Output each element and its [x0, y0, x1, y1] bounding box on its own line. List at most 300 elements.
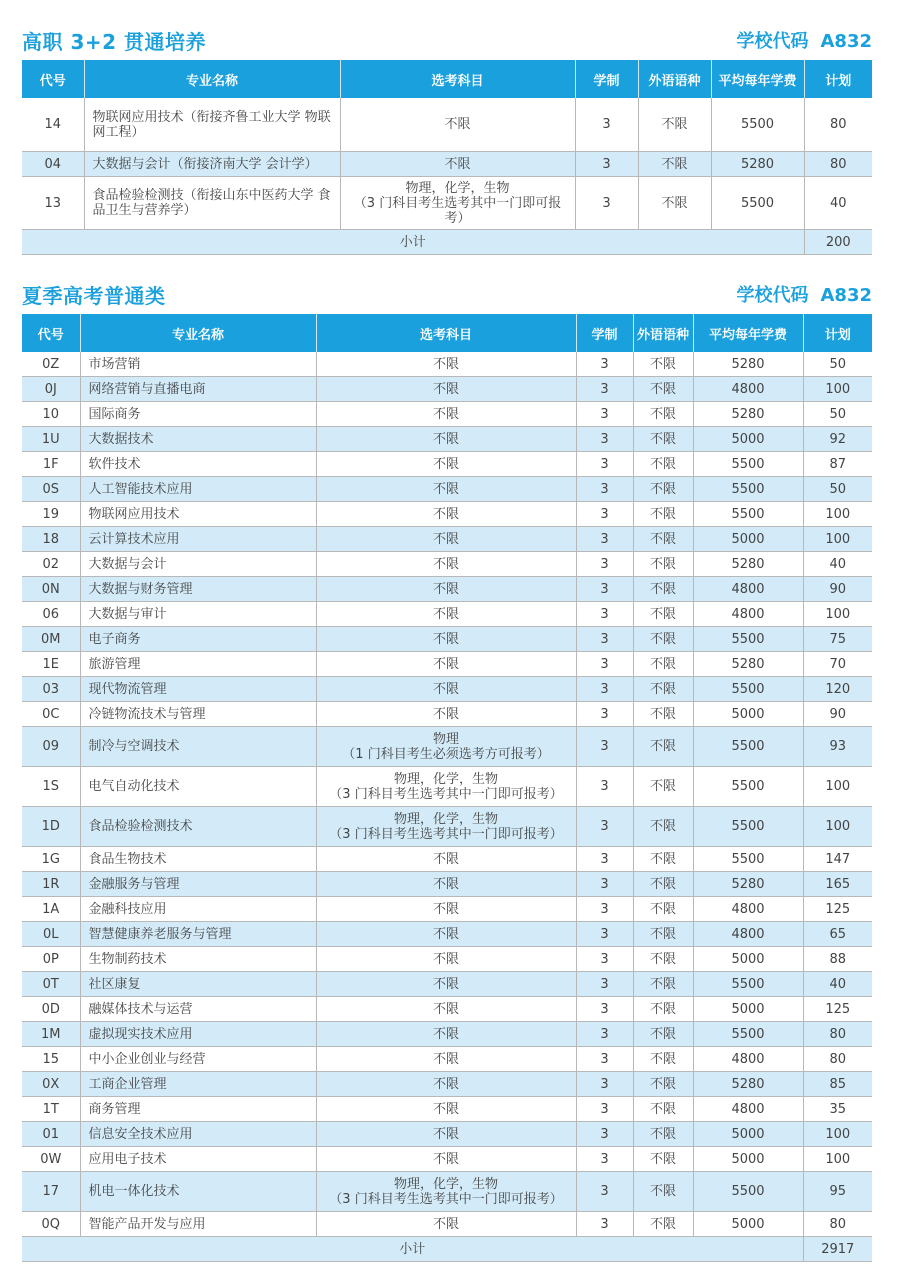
cell-plan: 80 — [803, 1212, 872, 1237]
cell-years: 3 — [576, 1212, 633, 1237]
cell-years: 3 — [576, 577, 633, 602]
cell-language: 不限 — [633, 847, 693, 872]
cell-plan: 88 — [803, 947, 872, 972]
table-row — [22, 807, 872, 847]
subtotal-row — [22, 230, 872, 255]
table-row — [22, 577, 872, 602]
table-header-row — [22, 314, 872, 352]
cell-subjects — [340, 98, 575, 152]
cell-years: 3 — [576, 527, 633, 552]
cell-code: 0M — [22, 627, 80, 652]
cell-years: 3 — [576, 767, 633, 807]
school-code-label: 学校代码 — [736, 31, 809, 52]
cell-years: 3 — [576, 1122, 633, 1147]
cell-subjects — [316, 847, 576, 872]
subjects-text: 不限 — [432, 926, 459, 942]
table-row — [22, 1022, 872, 1047]
cell-years: 3 — [575, 98, 638, 152]
cell-code: 13 — [22, 177, 84, 230]
cell-code: 1U — [22, 427, 80, 452]
school-code-label: 学校代码 — [736, 285, 809, 306]
subjects-text: 不限 — [432, 1026, 459, 1042]
cell-language: 不限 — [633, 1147, 693, 1172]
cell-plan: 70 — [803, 652, 872, 677]
cell-fee: 5500 — [693, 807, 803, 847]
table-row — [22, 702, 872, 727]
subjects-text: 不限 — [432, 481, 459, 497]
cell-subjects — [316, 377, 576, 402]
section-title: 夏季高考普通类 — [22, 283, 166, 308]
table-row — [22, 727, 872, 767]
cell-plan: 90 — [803, 577, 872, 602]
cell-language: 不限 — [633, 1172, 693, 1212]
cell-major-name: 大数据与会计 — [80, 552, 316, 577]
cell-major-name: 旅游管理 — [80, 652, 316, 677]
cell-language: 不限 — [633, 677, 693, 702]
cell-subjects — [316, 1022, 576, 1047]
subjects-text: 物理，化学，生物 — [393, 811, 498, 827]
cell-years: 3 — [576, 847, 633, 872]
school-code — [736, 27, 872, 53]
cell-plan: 50 — [803, 477, 872, 502]
subtotal-label: 小计 — [22, 230, 804, 255]
cell-major-name: 金融科技应用 — [80, 897, 316, 922]
cell-language: 不限 — [633, 627, 693, 652]
cell-language: 不限 — [633, 897, 693, 922]
subjects-text: 不限 — [432, 851, 459, 867]
cell-fee: 5500 — [693, 972, 803, 997]
cell-subjects — [316, 872, 576, 897]
cell-major-name: 智能产品开发与应用 — [80, 1212, 316, 1237]
cell-subjects — [316, 477, 576, 502]
cell-language: 不限 — [633, 1212, 693, 1237]
cell-subjects — [340, 177, 575, 230]
header-major: 专业名称 — [84, 60, 340, 98]
cell-code: 1S — [22, 767, 80, 807]
table-row — [22, 872, 872, 897]
cell-years: 3 — [576, 602, 633, 627]
cell-major-name: 网络营销与直播电商 — [80, 377, 316, 402]
cell-major-name: 商务管理 — [80, 1097, 316, 1122]
cell-fee: 5500 — [693, 847, 803, 872]
cell-years: 3 — [576, 627, 633, 652]
table-header-row — [22, 60, 872, 98]
table-row — [22, 552, 872, 577]
table-row — [22, 1072, 872, 1097]
subjects-text: 不限 — [432, 356, 459, 372]
cell-code: 0L — [22, 922, 80, 947]
subjects-note: （3 门科目考生选考其中一门即可报考） — [353, 195, 562, 226]
cell-major-name: 软件技术 — [80, 452, 316, 477]
cell-subjects — [316, 402, 576, 427]
cell-major-name: 大数据与审计 — [80, 602, 316, 627]
cell-subjects — [316, 502, 576, 527]
cell-subjects — [316, 767, 576, 807]
cell-years: 3 — [576, 402, 633, 427]
cell-years: 3 — [576, 1147, 633, 1172]
subjects-text: 物理，化学，生物 — [393, 1176, 498, 1192]
cell-major-name: 现代物流管理 — [80, 677, 316, 702]
cell-plan: 95 — [803, 1172, 872, 1212]
cell-major-name: 电气自动化技术 — [80, 767, 316, 807]
cell-code: 09 — [22, 727, 80, 767]
cell-subjects — [316, 452, 576, 477]
cell-years: 3 — [576, 677, 633, 702]
cell-subjects — [316, 352, 576, 377]
subjects-text: 不限 — [432, 706, 459, 722]
cell-fee: 5280 — [711, 152, 804, 177]
cell-plan: 50 — [803, 402, 872, 427]
subjects-text: 不限 — [432, 406, 459, 422]
subjects-text: 不限 — [432, 976, 459, 992]
cell-major-name: 机电一体化技术 — [80, 1172, 316, 1212]
section-title: 高职 3+2 贯通培养 — [22, 29, 207, 54]
cell-years: 3 — [575, 152, 638, 177]
cell-code: 14 — [22, 98, 84, 152]
cell-major-name: 冷链物流技术与管理 — [80, 702, 316, 727]
table-row — [22, 602, 872, 627]
subjects-text: 不限 — [432, 876, 459, 892]
cell-major-name: 虚拟现实技术应用 — [80, 1022, 316, 1047]
subjects-text: 不限 — [432, 681, 459, 697]
cell-code: 1G — [22, 847, 80, 872]
section-summer-exam — [22, 278, 872, 1262]
subjects-text: 不限 — [444, 156, 471, 172]
cell-fee: 5500 — [693, 1022, 803, 1047]
subjects-text: 物理，化学，生物 — [393, 771, 498, 787]
cell-major-name: 大数据技术 — [80, 427, 316, 452]
cell-subjects — [316, 1147, 576, 1172]
header-years: 学制 — [576, 314, 633, 352]
subjects-text: 不限 — [432, 1051, 459, 1067]
cell-plan: 40 — [804, 177, 872, 230]
cell-plan: 100 — [803, 807, 872, 847]
cell-years: 3 — [576, 922, 633, 947]
cell-code: 0Z — [22, 352, 80, 377]
cell-years: 3 — [576, 452, 633, 477]
cell-fee: 5280 — [693, 872, 803, 897]
cell-code: 1A — [22, 897, 80, 922]
cell-code: 18 — [22, 527, 80, 552]
subtotal-label: 小计 — [22, 1237, 803, 1262]
cell-subjects — [316, 627, 576, 652]
subjects-note: （3 门科目考生选考其中一门即可报考） — [329, 786, 563, 802]
cell-years: 3 — [576, 652, 633, 677]
cell-major-name: 大数据与会计（衔接济南大学 会计学） — [84, 152, 340, 177]
cell-plan: 93 — [803, 727, 872, 767]
cell-major-name: 物联网应用技术（衔接齐鲁工业大学 物联网工程） — [84, 98, 340, 152]
cell-fee: 4800 — [693, 602, 803, 627]
section-3plus2 — [22, 24, 872, 255]
cell-major-name: 生物制药技术 — [80, 947, 316, 972]
cell-subjects — [316, 602, 576, 627]
header-years: 学制 — [575, 60, 638, 98]
cell-plan: 100 — [803, 377, 872, 402]
cell-subjects — [316, 1212, 576, 1237]
header-language: 外语语种 — [633, 314, 693, 352]
cell-language: 不限 — [633, 502, 693, 527]
header-major: 专业名称 — [80, 314, 316, 352]
cell-major-name: 食品检验检测技（衔接山东中医药大学 食品卫生与营养学） — [84, 177, 340, 230]
cell-major-name: 市场营销 — [80, 352, 316, 377]
cell-subjects — [316, 947, 576, 972]
cell-plan: 35 — [803, 1097, 872, 1122]
subjects-text: 不限 — [432, 531, 459, 547]
cell-years: 3 — [576, 702, 633, 727]
subjects-note: （3 门科目考生选考其中一门即可报考） — [329, 1191, 563, 1207]
school-code — [736, 281, 872, 307]
cell-subjects — [316, 1172, 576, 1212]
cell-language: 不限 — [638, 98, 711, 152]
cell-years: 3 — [576, 477, 633, 502]
cell-fee: 5280 — [693, 402, 803, 427]
cell-plan: 92 — [803, 427, 872, 452]
cell-plan: 85 — [803, 1072, 872, 1097]
cell-years: 3 — [576, 1022, 633, 1047]
cell-major-name: 食品检验检测技术 — [80, 807, 316, 847]
subjects-text: 不限 — [432, 1076, 459, 1092]
cell-major-name: 食品生物技术 — [80, 847, 316, 872]
subjects-text: 不限 — [432, 606, 459, 622]
table-row — [22, 972, 872, 997]
cell-fee: 5500 — [693, 477, 803, 502]
table-row — [22, 897, 872, 922]
cell-code: 0T — [22, 972, 80, 997]
cell-subjects — [316, 427, 576, 452]
cell-fee: 5500 — [693, 767, 803, 807]
header-subjects: 选考科目 — [340, 60, 575, 98]
cell-years: 3 — [576, 502, 633, 527]
cell-language: 不限 — [633, 602, 693, 627]
subjects-text: 不限 — [432, 506, 459, 522]
subjects-text: 不限 — [432, 1216, 459, 1232]
cell-major-name: 电子商务 — [80, 627, 316, 652]
cell-code: 01 — [22, 1122, 80, 1147]
cell-plan: 100 — [803, 1147, 872, 1172]
cell-plan: 125 — [803, 997, 872, 1022]
table-row — [22, 1172, 872, 1212]
subjects-text: 不限 — [432, 581, 459, 597]
cell-subjects — [316, 702, 576, 727]
cell-fee: 5000 — [693, 1122, 803, 1147]
cell-plan: 125 — [803, 897, 872, 922]
cell-language: 不限 — [633, 767, 693, 807]
cell-code: 17 — [22, 1172, 80, 1212]
cell-code: 1E — [22, 652, 80, 677]
cell-plan: 80 — [803, 1047, 872, 1072]
table-row — [22, 1097, 872, 1122]
table-row — [22, 1122, 872, 1147]
majors-table-3plus2 — [22, 60, 872, 255]
header-subjects: 选考科目 — [316, 314, 576, 352]
cell-years: 3 — [576, 427, 633, 452]
subtotal-row — [22, 1237, 872, 1262]
cell-major-name: 中小企业创业与经营 — [80, 1047, 316, 1072]
subtotal-value: 2917 — [803, 1237, 872, 1262]
cell-fee: 5280 — [693, 552, 803, 577]
subjects-text: 不限 — [432, 951, 459, 967]
subtotal-value: 200 — [804, 230, 872, 255]
cell-subjects — [340, 152, 575, 177]
cell-major-name: 工商企业管理 — [80, 1072, 316, 1097]
cell-subjects — [316, 922, 576, 947]
header-fee: 平均每年学费 — [693, 314, 803, 352]
header-plan: 计划 — [803, 314, 872, 352]
cell-subjects — [316, 552, 576, 577]
table-row — [22, 627, 872, 652]
cell-plan: 87 — [803, 452, 872, 477]
cell-language: 不限 — [633, 577, 693, 602]
cell-code: 0P — [22, 947, 80, 972]
cell-language: 不限 — [633, 377, 693, 402]
cell-language: 不限 — [633, 477, 693, 502]
cell-fee: 5000 — [693, 427, 803, 452]
subjects-text: 不限 — [432, 901, 459, 917]
subjects-text: 不限 — [432, 431, 459, 447]
cell-language: 不限 — [633, 452, 693, 477]
cell-major-name: 信息安全技术应用 — [80, 1122, 316, 1147]
table-row — [22, 997, 872, 1022]
cell-plan: 80 — [804, 98, 872, 152]
cell-code: 0X — [22, 1072, 80, 1097]
table-row — [22, 1147, 872, 1172]
cell-plan: 100 — [803, 602, 872, 627]
cell-language: 不限 — [633, 997, 693, 1022]
table-row — [22, 98, 872, 152]
cell-years: 3 — [576, 997, 633, 1022]
table-row — [22, 847, 872, 872]
cell-fee: 5000 — [693, 1212, 803, 1237]
cell-subjects — [316, 652, 576, 677]
cell-major-name: 融媒体技术与运营 — [80, 997, 316, 1022]
cell-plan: 100 — [803, 1122, 872, 1147]
cell-years: 3 — [576, 352, 633, 377]
subjects-text: 不限 — [432, 1001, 459, 1017]
cell-fee: 4800 — [693, 377, 803, 402]
table-body — [22, 352, 872, 1262]
subjects-note: （3 门科目考生选考其中一门即可报考） — [329, 826, 563, 842]
cell-subjects — [316, 897, 576, 922]
table-row — [22, 477, 872, 502]
cell-language: 不限 — [633, 1022, 693, 1047]
cell-fee: 5500 — [693, 727, 803, 767]
cell-fee: 5000 — [693, 1147, 803, 1172]
cell-fee: 4800 — [693, 897, 803, 922]
subjects-text: 物理，化学，生物 — [405, 180, 510, 196]
cell-years: 3 — [576, 897, 633, 922]
cell-major-name: 国际商务 — [80, 402, 316, 427]
cell-code: 0Q — [22, 1212, 80, 1237]
cell-language: 不限 — [633, 922, 693, 947]
cell-plan: 80 — [804, 152, 872, 177]
section-header — [22, 24, 872, 56]
subjects-text: 不限 — [432, 1101, 459, 1117]
school-code-value: A832 — [820, 31, 872, 52]
cell-code: 1F — [22, 452, 80, 477]
cell-fee: 5500 — [693, 452, 803, 477]
cell-plan: 90 — [803, 702, 872, 727]
header-plan: 计划 — [804, 60, 872, 98]
cell-years: 3 — [575, 177, 638, 230]
cell-years: 3 — [576, 972, 633, 997]
cell-language: 不限 — [633, 972, 693, 997]
cell-plan: 100 — [803, 767, 872, 807]
subjects-text: 不限 — [432, 456, 459, 472]
cell-major-name: 云计算技术应用 — [80, 527, 316, 552]
cell-fee: 5500 — [693, 627, 803, 652]
header-code: 代号 — [22, 60, 84, 98]
cell-language: 不限 — [633, 1097, 693, 1122]
cell-major-name: 大数据与财务管理 — [80, 577, 316, 602]
cell-code: 06 — [22, 602, 80, 627]
cell-code: 10 — [22, 402, 80, 427]
cell-fee: 5500 — [693, 677, 803, 702]
table-row — [22, 922, 872, 947]
cell-code: 0C — [22, 702, 80, 727]
cell-fee: 4800 — [693, 577, 803, 602]
table-row — [22, 352, 872, 377]
cell-plan: 40 — [803, 552, 872, 577]
table-row — [22, 527, 872, 552]
cell-language: 不限 — [633, 807, 693, 847]
subjects-text: 不限 — [432, 1151, 459, 1167]
section-header — [22, 278, 872, 310]
cell-years: 3 — [576, 727, 633, 767]
cell-code: 0S — [22, 477, 80, 502]
table-row — [22, 177, 872, 230]
cell-years: 3 — [576, 947, 633, 972]
cell-years: 3 — [576, 872, 633, 897]
cell-language: 不限 — [633, 947, 693, 972]
cell-fee: 4800 — [693, 922, 803, 947]
cell-plan: 165 — [803, 872, 872, 897]
cell-plan: 65 — [803, 922, 872, 947]
cell-years: 3 — [576, 552, 633, 577]
header-code: 代号 — [22, 314, 80, 352]
cell-language: 不限 — [633, 402, 693, 427]
cell-subjects — [316, 972, 576, 997]
table-row — [22, 1047, 872, 1072]
school-code-value: A832 — [820, 285, 872, 306]
header-language: 外语语种 — [638, 60, 711, 98]
cell-fee: 5500 — [693, 502, 803, 527]
cell-years: 3 — [576, 1172, 633, 1212]
cell-fee: 4800 — [693, 1097, 803, 1122]
table-row — [22, 377, 872, 402]
cell-language: 不限 — [638, 177, 711, 230]
table-body — [22, 98, 872, 255]
cell-plan: 75 — [803, 627, 872, 652]
cell-major-name: 金融服务与管理 — [80, 872, 316, 897]
cell-major-name: 物联网应用技术 — [80, 502, 316, 527]
cell-language: 不限 — [633, 872, 693, 897]
cell-code: 1D — [22, 807, 80, 847]
cell-code: 1T — [22, 1097, 80, 1122]
cell-subjects — [316, 807, 576, 847]
cell-major-name: 制冷与空调技术 — [80, 727, 316, 767]
cell-plan: 100 — [803, 527, 872, 552]
cell-years: 3 — [576, 1097, 633, 1122]
subjects-text: 不限 — [432, 656, 459, 672]
cell-language: 不限 — [633, 552, 693, 577]
subjects-text: 不限 — [432, 556, 459, 572]
cell-code: 1R — [22, 872, 80, 897]
cell-major-name: 智慧健康养老服务与管理 — [80, 922, 316, 947]
majors-table-summer — [22, 314, 872, 1262]
cell-years: 3 — [576, 1047, 633, 1072]
cell-years: 3 — [576, 1072, 633, 1097]
table-row — [22, 652, 872, 677]
